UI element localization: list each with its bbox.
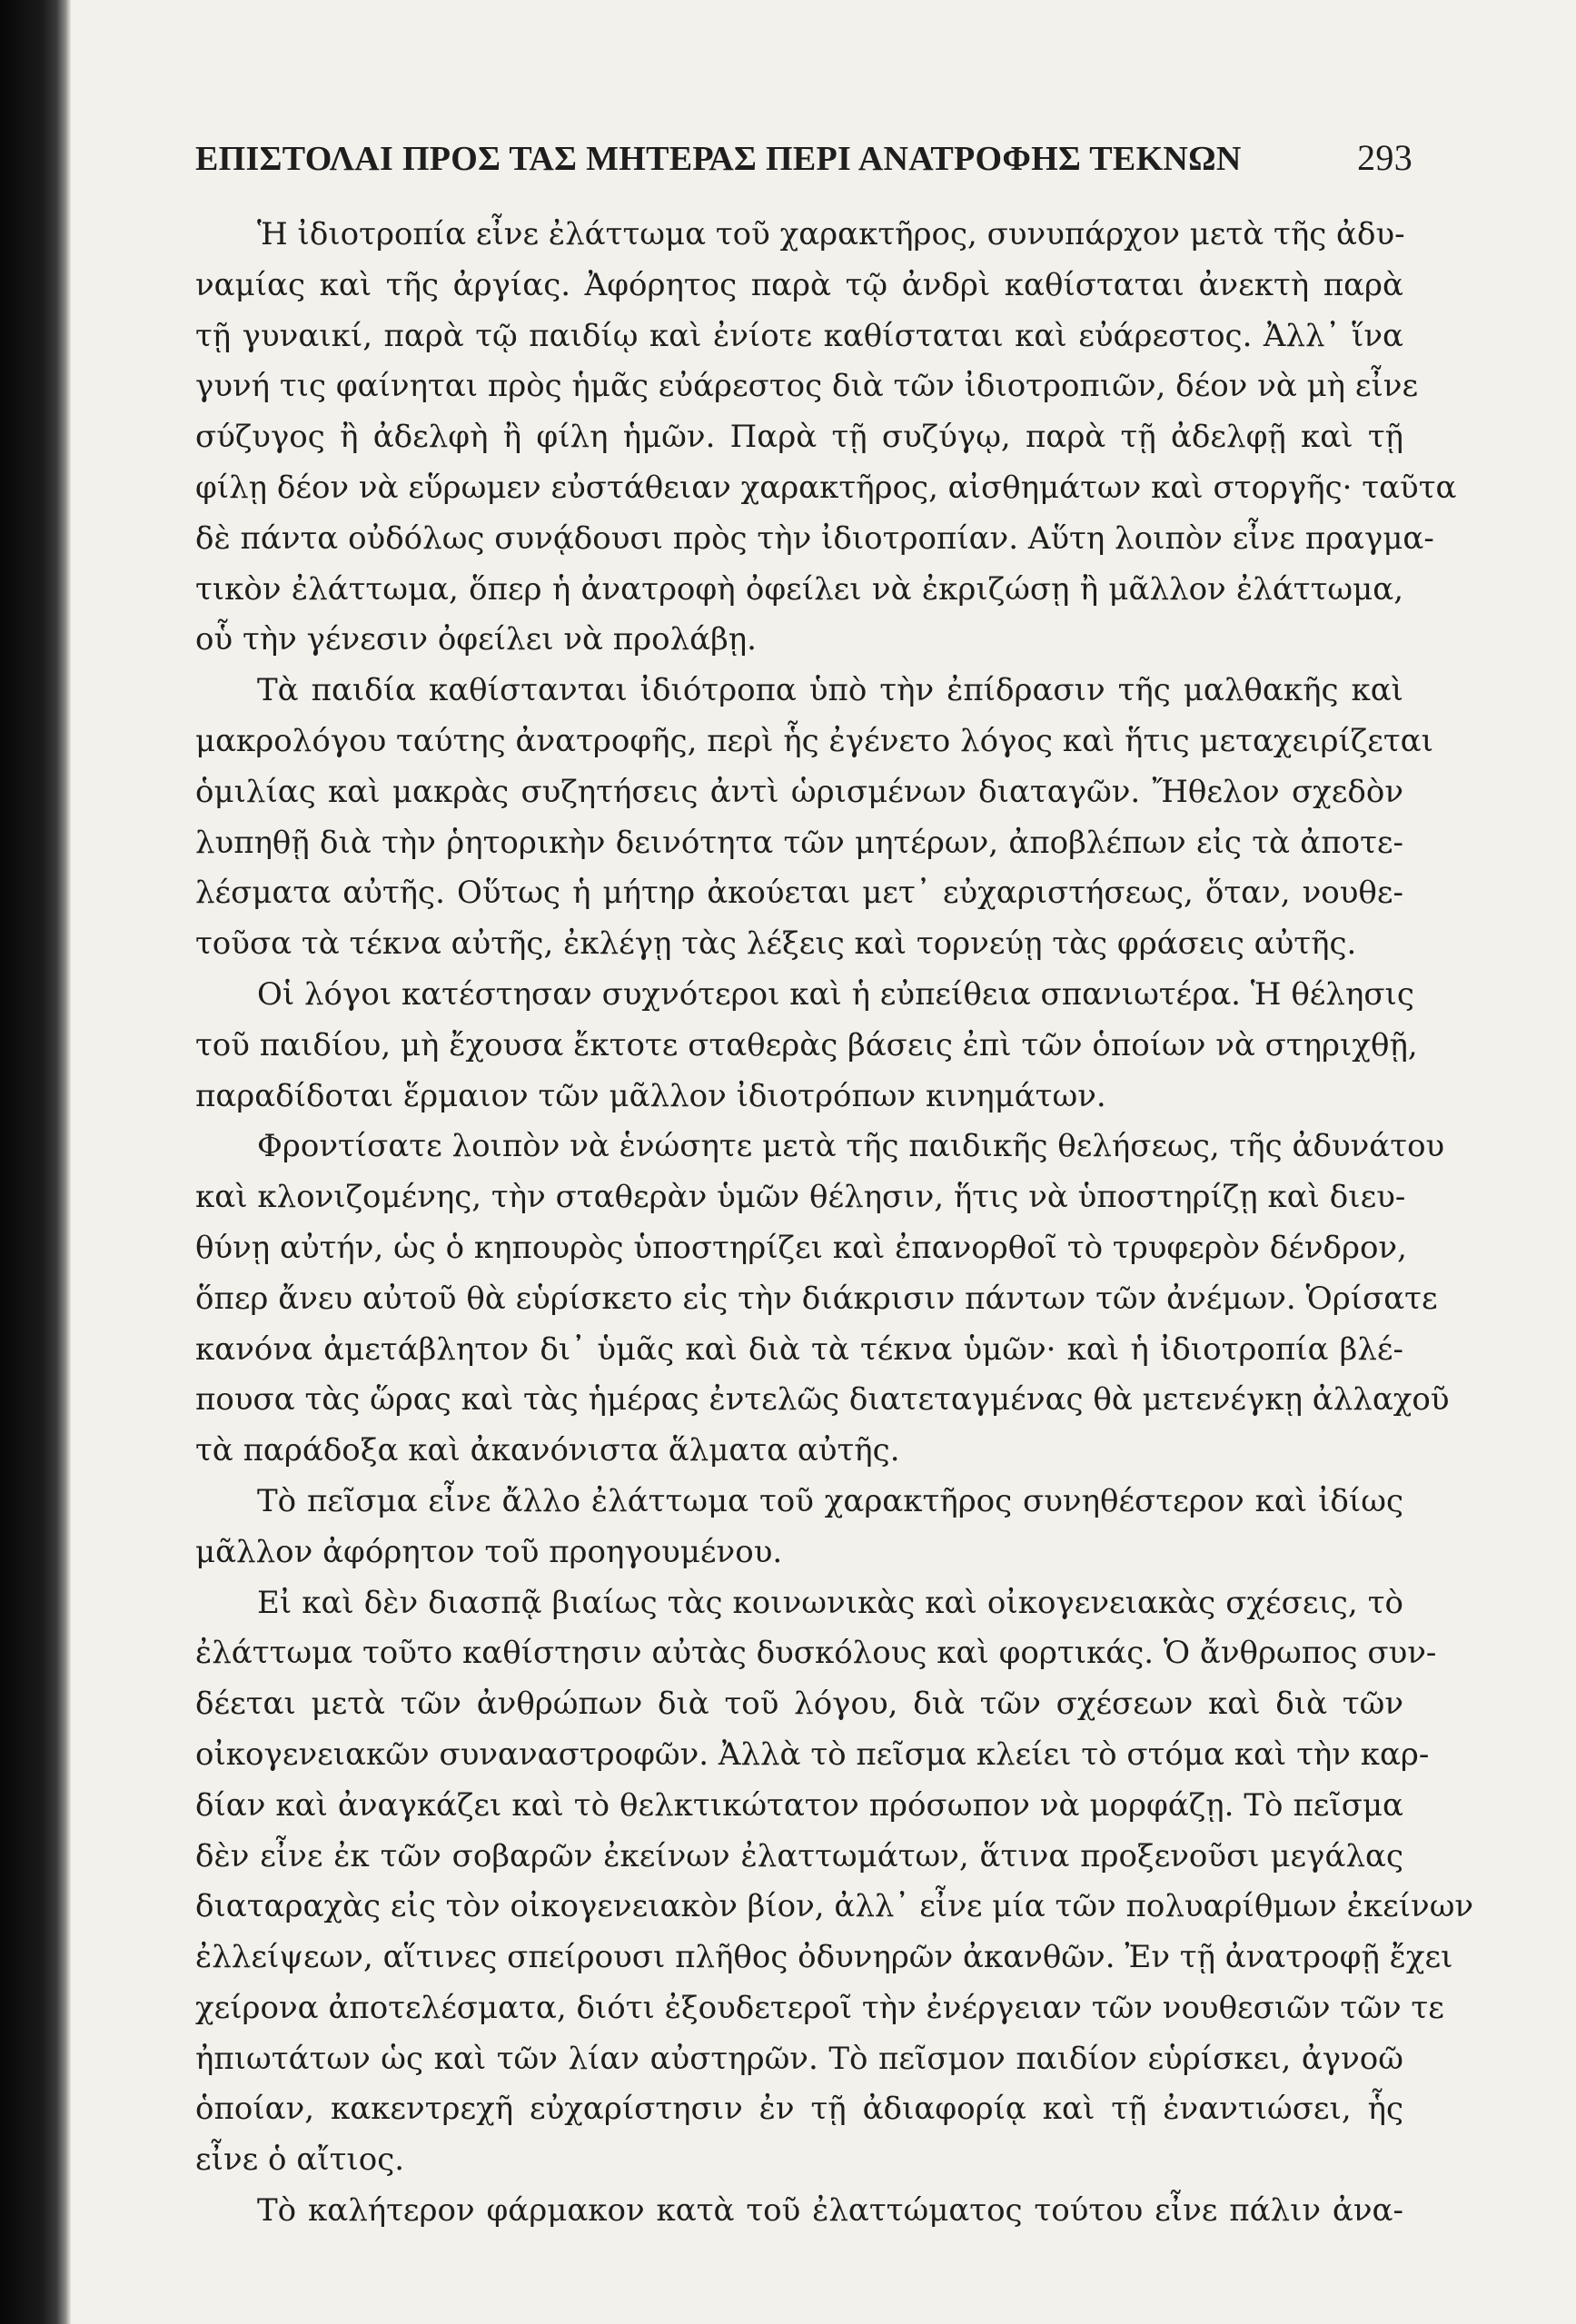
text-line: ὅπερ ἄνευ αὐτοῦ θὰ εὑρίσκετο εἰς τὴν διάκρισιν πάντων τῶν ἀνέμων. Ὁρίσατε [195, 1280, 1438, 1317]
text-line: τῇ γυναικί, παρὰ τῷ παιδίῳ καὶ ἐνίοτε καθίσταται καὶ εὐάρεστος. Ἀλλ᾽ ἵνα [195, 317, 1403, 354]
text-line: τικὸν ἐλάττωμα, ὅπερ ἡ ἀνατροφὴ ὀφείλει νὰ ἐκριζώσῃ ἢ μᾶλλον ἐλάττωμα, [195, 570, 1403, 608]
text-line: κανόνα ἀμετάβλητον δι᾽ ὑμᾶς καὶ διὰ τὰ τέκνα ὑμῶν· καὶ ἡ ἰδιοτροπία βλέ- [195, 1330, 1403, 1368]
text-line: ἐλλείψεων, αἵτινες σπείρουσι πλῆθος ὀδυνηρῶν ἀκανθῶν. Ἐν τῇ ἀνατροφῇ ἔχει [195, 1939, 1453, 1976]
text-line: σύζυγος ἢ ἀδελφὴ ἢ φίλη ἡμῶν. Παρὰ τῇ συζύγῳ, παρὰ τῇ ἀδελφῇ καὶ τῇ [195, 419, 1403, 456]
running-head [195, 136, 1412, 179]
text-line: Τὸ πεῖσμα εἶνε ἄλλο ἐλάττωμα τοῦ χαρακτῆρος συνηθέστερον καὶ ἰδίως [257, 1482, 1403, 1519]
book-gutter-shadow [0, 0, 71, 2324]
paragraph [195, 1578, 1474, 2187]
paragraph [195, 1477, 1403, 1578]
text-line: φίλῃ δέον νὰ εὕρωμεν εὐστάθειαν χαρακτῆρος, αἰσθημάτων καὶ στοργῆς· ταῦτα [195, 469, 1457, 506]
text-line: Τὸ καλήτερον φάρμακον κατὰ τοῦ ἐλαττώματος τούτου εἶνε πάλιν ἀνα- [257, 2192, 1403, 2230]
text-line: ὁμιλίας καὶ μακρὰς συζητήσεις ἀντὶ ὡρισμένων διαταγῶν. Ἤθελον σχεδὸν [195, 773, 1403, 810]
text-line: ἐλάττωμα τοῦτο καθίστησιν αὐτὰς δυσκόλους καὶ φορτικάς. Ὁ ἄνθρωπος συν- [195, 1635, 1437, 1672]
text-line: ἠπιωτάτων ὡς καὶ τῶν λίαν αὐστηρῶν. Τὸ πεῖσμον παιδίον εὑρίσκει, ἀγνοῶ [195, 2040, 1403, 2077]
text-line: εἶνε ὁ αἴτιος. [195, 2141, 405, 2179]
text-line: δὲν εἶνε ἐκ τῶν σοβαρῶν ἐκείνων ἐλαττωμάτων, ἅτινα προξενοῦσι μεγάλας [195, 1837, 1403, 1874]
text-line: δέεται μετὰ τῶν ἀνθρώπων διὰ τοῦ λόγου, διὰ τῶν σχέσεων καὶ διὰ τῶν [195, 1686, 1403, 1723]
text-line: τὰ παράδοξα καὶ ἀκανόνιστα ἅλματα αὐτῆς. [195, 1432, 900, 1469]
text-line: μακρολόγου ταύτης ἀνατροφῆς, περὶ ἧς ἐγένετο λόγος καὶ ἥτις μεταχειρίζεται [195, 722, 1433, 759]
text-line: τοῦ παιδίου, μὴ ἔχουσα ἔκτοτε σταθερὰς βάσεις ἐπὶ τῶν ὁποίων νὰ στηριχθῇ, [195, 1026, 1418, 1063]
page-number: 293 [1357, 137, 1412, 178]
text-line: γυνή τις φαίνηται πρὸς ἡμᾶς εὐάρεστος διὰ τῶν ἰδιοτροπιῶν, δέον νὰ μὴ εἶνε [195, 368, 1419, 405]
text-line: ναμίας καὶ τῆς ἀργίας. Ἀφόρητος παρὰ τῷ ἀνδρὶ καθίσταται ἀνεκτὴ παρὰ [195, 266, 1403, 303]
body-text [195, 210, 1474, 2237]
text-line: χείρονα ἀποτελέσματα, διότι ἐξουδετεροῖ τὴν ἐνέργειαν τῶν νουθεσιῶν τῶν τε [195, 1989, 1444, 2026]
text-line: Οἱ λόγοι κατέστησαν συχνότεροι καὶ ἡ εὐπείθεια σπανιωτέρα. Ἡ θέλησις [257, 975, 1414, 1013]
text-line: πουσα τὰς ὥρας καὶ τὰς ἡμέρας ἐντελῶς διατεταγμένας θὰ μετενέγκῃ ἀλλαχοῦ [195, 1381, 1450, 1419]
paragraph [195, 970, 1418, 1122]
paragraph [195, 1122, 1450, 1477]
text-line: καὶ κλονιζομένης, τὴν σταθερὰν ὑμῶν θέλησιν, ἥτις νὰ ὑποστηρίζῃ καὶ διευ- [195, 1179, 1406, 1216]
page-content [195, 136, 1474, 2237]
text-line: Ἡ ἰδιοτροπία εἶνε ἐλάττωμα τοῦ χαρακτῆρος, συνυπάρχον μετὰ τῆς ἀδυ- [257, 216, 1405, 252]
text-line: ὁποίαν, κακεντρεχῆ εὐχαρίστησιν ἐν τῇ ἀδιαφορίᾳ καὶ τῇ ἐναντιώσει, ἧς [195, 2091, 1403, 2128]
text-line: μᾶλλον ἀφόρητον τοῦ προηγουμένου. [195, 1533, 783, 1570]
paragraph [195, 666, 1433, 970]
text-line: διαταραχὰς εἰς τὸν οἰκογενειακὸν βίον, ἀλλ᾽ εἶνε μία τῶν πολυαρίθμων ἐκείνων [195, 1888, 1474, 1925]
text-line: Εἰ καὶ δὲν διασπᾷ βιαίως τὰς κοινωνικὰς καὶ οἰκογενειακὰς σχέσεις, τὸ [257, 1584, 1403, 1621]
text-line: Τὰ παιδία καθίστανται ἰδιότροπα ὑπὸ τὴν ἐπίδρασιν τῆς μαλθακῆς καὶ [257, 672, 1403, 709]
text-line: τοῦσα τὰ τέκνα αὐτῆς, ἐκλέγῃ τὰς λέξεις καὶ τορνεύῃ τὰς φράσεις αὐτῆς. [195, 925, 1357, 963]
text-line: παραδίδοται ἕρμαιον τῶν μᾶλλον ἰδιοτρόπων κινημάτων. [195, 1077, 1106, 1114]
text-line: Φροντίσατε λοιπὸν νὰ ἑνώσητε μετὰ τῆς παιδικῆς θελήσεως, τῆς ἀδυνάτου [257, 1128, 1445, 1165]
running-head-title: ΕΠΙΣΤΟΛΑΙ ΠΡΟΣ ΤΑΣ ΜΗΤΕΡΑΣ ΠΕΡΙ ΑΝΑΤΡΟΦΗΣ ΤΕΚΝΩΝ [195, 140, 1242, 178]
paragraph [195, 2186, 1403, 2237]
text-line: δίαν καὶ ἀναγκάζει καὶ τὸ θελκτικώτατον πρόσωπον νὰ μορφάζῃ. Τὸ πεῖσμα [195, 1786, 1403, 1824]
text-line: λυπηθῇ διὰ τὴν ῥητορικὴν δεινότητα τῶν μητέρων, ἀποβλέπων εἰς τὰ ἀποτε- [195, 824, 1403, 861]
text-line: δὲ πάντα οὐδόλως συνᾴδουσι πρὸς τὴν ἰδιοτροπίαν. Αὕτη λοιπὸν εἶνε πραγμα- [195, 519, 1434, 557]
text-line: λέσματα αὐτῆς. Οὕτως ἡ μήτηρ ἀκούεται μετ᾽ εὐχαριστήσεως, ὅταν, νουθε- [195, 875, 1403, 912]
text-line: οἰκογενειακῶν συναναστροφῶν. Ἀλλὰ τὸ πεῖσμα κλείει τὸ στόμα καὶ τὴν καρ- [195, 1736, 1430, 1773]
text-line: θύνῃ αὐτήν, ὡς ὁ κηπουρὸς ὑποστηρίζει καὶ ἐπανορθοῖ τὸ τρυφερὸν δένδρον, [195, 1229, 1407, 1266]
text-line: οὗ τὴν γένεσιν ὀφείλει νὰ προλάβῃ. [195, 621, 757, 658]
paragraph [195, 210, 1457, 666]
